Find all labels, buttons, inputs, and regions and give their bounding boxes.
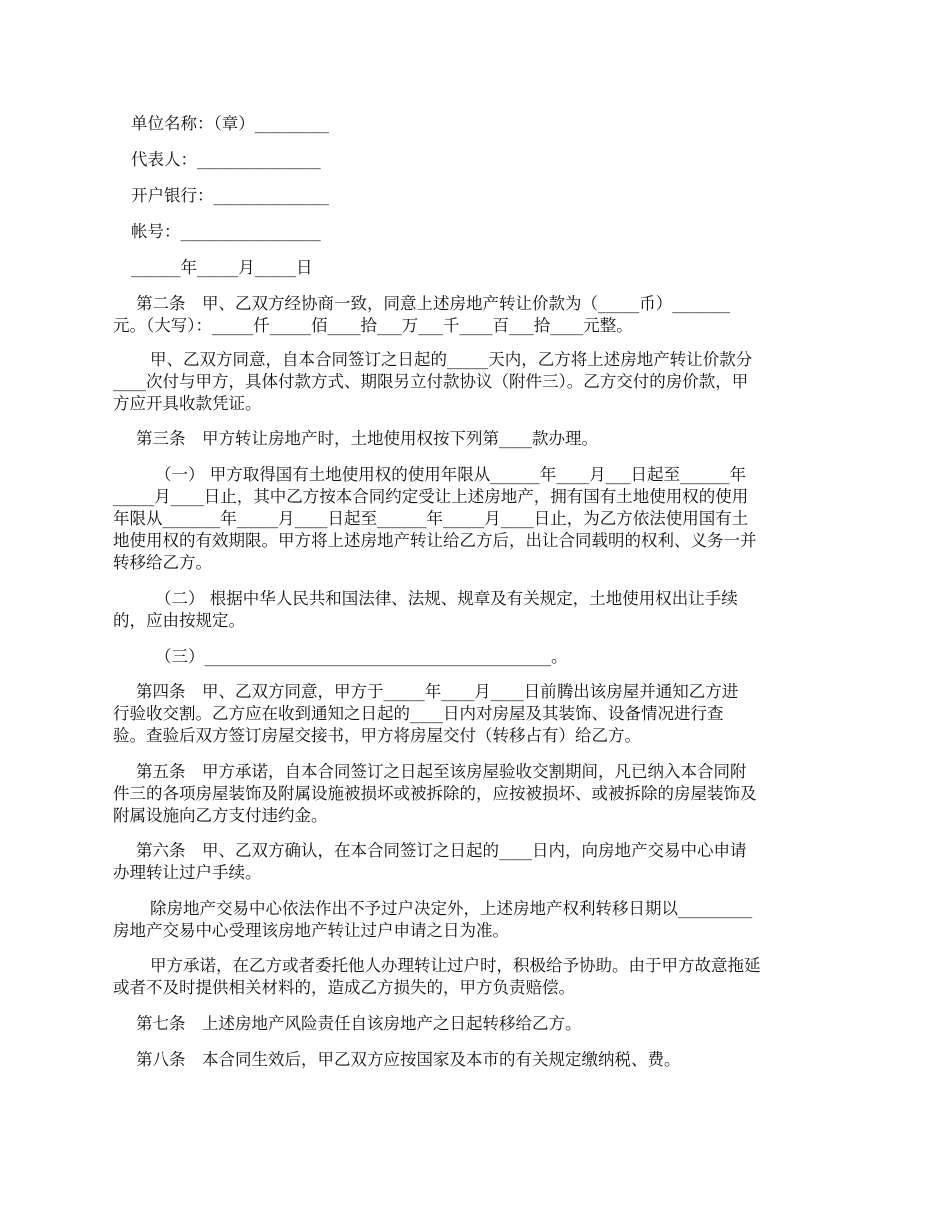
article-3-item-1-line-1: （一） 甲方取得国有土地使用权的使用年限从______年____月___日起至______年 (155, 465, 746, 484)
article-3-item-2-line-2: 的，应由按规定。 (113, 611, 245, 630)
article-5-line-1: 第五条 甲方承诺，自本合同签订之日起至该房屋验收交割期间，凡已纳入本合同附 (136, 762, 747, 781)
signature-date: ______年_____月_____日 (131, 258, 313, 277)
article-3-item-1-line-2: _____月____日止，其中乙方按本合同约定受让上述房地产，拥有国有土地使用权的使用 (113, 487, 749, 506)
article-7: 第七条 上述房地产风险责任自该房地产之日起转移给乙方。 (136, 1014, 582, 1033)
article-6-para-2-line-2: 房地产交易中心受理该房地产转让过户申请之日为准。 (113, 921, 509, 940)
article-2-para-2-line-2: ____次付与甲方，具体付款方式、期限另立付款协议（附件三）。乙方交付的房价款，甲 (113, 372, 749, 391)
article-3-item-3: （三）__________________________________________。 (155, 647, 568, 666)
article-3-item-1-line-5: 转移给乙方。 (113, 553, 212, 572)
signature-bank: 开户银行：______________ (131, 186, 329, 205)
article-6-para-3-line-1: 甲方承诺，在乙方或者委托他人办理转让过户时，积极给予协助。由于甲方故意拖延 (150, 956, 761, 975)
article-6-para-2-line-1: 除房地产交易中心依法作出不予过户决定外，上述房地产权利转移日期以_________ (150, 899, 753, 918)
article-3-item-1-line-3: 年限从_______年_____月____日起至______年_____月____日止，为乙方依法使用国有土 (113, 509, 749, 528)
signature-representative: 代表人：_______________ (131, 150, 321, 169)
article-6-para-3-line-2: 或者不及时提供相关材料的，造成乙方损失的，甲方负责赔偿。 (113, 978, 575, 997)
article-8: 第八条 本合同生效后，甲乙双方应按国家及本市的有关规定缴纳税、费。 (136, 1050, 681, 1069)
article-2-para-2-line-1: 甲、乙双方同意，自本合同签订之日起的_____天内，乙方将上述房地产转让价款分 (150, 350, 753, 369)
article-5-line-2: 件三的各项房屋装饰及附属设施被损坏或被拆除的，应按被损坏、或被拆除的房屋装饰及 (113, 784, 757, 803)
article-2-line-2: 元。（大写）：_____仟_____佰____拾___万___千____百___拾____元整。 (113, 316, 633, 335)
article-5-line-3: 附属设施向乙方支付违约金。 (113, 806, 328, 825)
article-3-item-2-line-1: （二） 根据中华人民共和国法律、法规、规章及有关规定，土地使用权出让手续 (155, 589, 738, 608)
article-3-item-1-line-4: 地使用权的有效期限。甲方将上述房地产转让给乙方后，出让合同载明的权利、义务一并 (113, 531, 757, 550)
signature-unit-name: 单位名称：（章）_________ (131, 114, 329, 133)
article-4-line-3: 验。查验后双方签订房屋交接书，甲方将房屋交付（转移占有）给乙方。 (113, 726, 641, 745)
article-6-line-2: 办理转让过户手续。 (113, 863, 262, 882)
article-2-para-2-line-3: 方应开具收款凭证。 (113, 394, 262, 413)
article-6-line-1: 第六条 甲、乙双方确认，在本合同签订之日起的____日内，向房地产交易中心申请 (136, 841, 747, 860)
article-3-line-1: 第三条 甲方转让房地产时，土地使用权按下列第____款办理。 (136, 429, 598, 448)
signature-account: 帐号：_________________ (131, 222, 321, 241)
article-2-line-1: 第二条 甲、乙双方经协商一致，同意上述房地产转让价款为（_____币）_______ (136, 294, 730, 313)
article-4-line-2: 行验收交割。乙方应在收到通知之日起的____日内对房屋及其装饰、设备情况进行查 (113, 704, 724, 723)
article-4-line-1: 第四条 甲、乙双方同意，甲方于_____年____月____日前腾出该房屋并通知乙方进 (136, 682, 739, 701)
